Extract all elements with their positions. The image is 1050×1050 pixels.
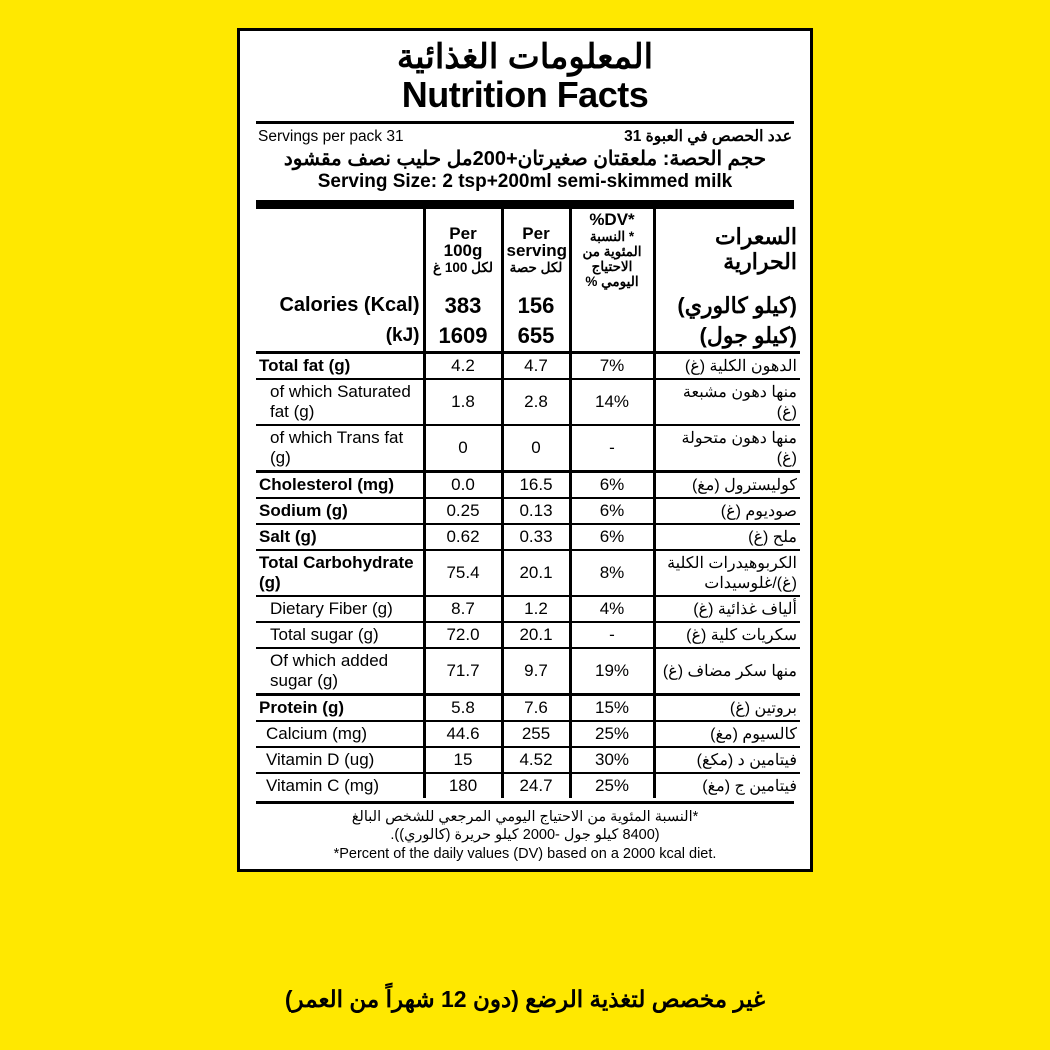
row-dv: 6% [570, 524, 654, 550]
row-dv: 15% [570, 694, 654, 721]
row-per100: 0.62 [424, 524, 502, 550]
row-perserving: 0.13 [502, 498, 570, 524]
servings-per-pack-row [240, 124, 810, 146]
table-row [256, 622, 800, 648]
row-dv: - [570, 425, 654, 472]
row-name-ar: سكريات كلية (غ) [654, 622, 800, 648]
row-per100: 5.8 [424, 694, 502, 721]
row-per100: 8.7 [424, 596, 502, 622]
calories-kj-row [256, 321, 800, 353]
nutrition-table [256, 209, 800, 798]
row-dv: 6% [570, 498, 654, 524]
table-row [256, 352, 800, 379]
table-header-row [256, 209, 800, 291]
row-per100: 44.6 [424, 721, 502, 747]
row-perserving: 0.33 [502, 524, 570, 550]
table-row [256, 694, 800, 721]
table-row [256, 379, 800, 425]
row-dv: - [570, 622, 654, 648]
header-dv-ar: * النسبة المئوية من الاحتياج اليومي % [582, 228, 642, 289]
row-per100: 75.4 [424, 550, 502, 596]
table-row [256, 648, 800, 695]
calories-kj-perserving: 655 [502, 321, 570, 353]
header-daily-value [570, 209, 654, 291]
calories-kj-per100: 1609 [424, 321, 502, 353]
header-blank [256, 209, 424, 291]
header-per-serving [502, 209, 570, 291]
header-per-100g [424, 209, 502, 291]
footnote-block [240, 804, 810, 863]
calories-kcal-perserving: 156 [502, 291, 570, 321]
row-name-en: Of which added sugar (g) [256, 648, 424, 695]
row-dv: 4% [570, 596, 654, 622]
row-name-ar: منها دهون مشبعة (غ) [654, 379, 800, 425]
header-dv-en: %DV* [589, 210, 635, 230]
header-per-100g-en: Per 100g [443, 223, 483, 261]
label-title-arabic: المعلومات الغذائية [396, 38, 654, 76]
row-perserving: 7.6 [502, 694, 570, 721]
row-dv: 19% [570, 648, 654, 695]
row-name-en: of which Trans fat (g) [256, 425, 424, 472]
row-perserving: 1.2 [502, 596, 570, 622]
row-dv: 14% [570, 379, 654, 425]
calories-kcal-row [256, 291, 800, 321]
row-per100: 180 [424, 773, 502, 798]
row-name-en: Sodium (g) [256, 498, 424, 524]
row-dv: 8% [570, 550, 654, 596]
servings-per-pack-english: Servings per pack 31 [258, 128, 404, 146]
header-calories-ar: السعرات الحرارية [714, 224, 797, 274]
row-name-en: Salt (g) [256, 524, 424, 550]
row-name-ar: صوديوم (غ) [654, 498, 800, 524]
row-per100: 0.0 [424, 471, 502, 498]
header-per-serving-ar: لكل حصة [509, 259, 563, 275]
calories-kj-dv [570, 321, 654, 353]
row-perserving: 16.5 [502, 471, 570, 498]
calories-kcal-per100: 383 [424, 291, 502, 321]
row-name-ar: بروتين (غ) [654, 694, 800, 721]
divider-thick-under-serving-size [256, 200, 794, 209]
table-row [256, 425, 800, 472]
table-row [256, 524, 800, 550]
row-dv: 25% [570, 773, 654, 798]
row-dv: 6% [570, 471, 654, 498]
row-name-ar: ألياف غذائية (غ) [654, 596, 800, 622]
row-perserving: 20.1 [502, 550, 570, 596]
row-per100: 1.8 [424, 379, 502, 425]
row-per100: 0 [424, 425, 502, 472]
table-row [256, 773, 800, 798]
table-row [256, 471, 800, 498]
row-perserving: 9.7 [502, 648, 570, 695]
row-name-ar: منها دهون متحولة (غ) [654, 425, 800, 472]
servings-per-pack-arabic: عدد الحصص في العبوة 31 [624, 128, 792, 146]
serving-size-english: Serving Size: 2 tsp+200ml semi-skimmed milk [317, 171, 733, 193]
calories-kj-label: (kJ) [385, 324, 420, 346]
calories-kcal-ar: (كيلو كالوري) [677, 293, 797, 319]
row-name-en: Total sugar (g) [256, 622, 424, 648]
footnote-arabic-line-2: (8400 كيلو جول -2000 كيلو حريرة (كالوري)). [390, 827, 660, 844]
row-name-en: Total Carbohydrate (g) [256, 550, 424, 596]
row-perserving: 0 [502, 425, 570, 472]
row-perserving: 20.1 [502, 622, 570, 648]
serving-size-arabic: حجم الحصة: ملعقتان صغيرتان+200مل حليب نصف مقشود [283, 148, 767, 171]
row-name-en: of which Saturated fat (g) [256, 379, 424, 425]
table-row [256, 550, 800, 596]
infant-warning-note: غير مخصص لتغذية الرضع (دون 12 شهراً من العمر) [284, 986, 766, 1012]
row-name-ar: فيتامين د (مكغ) [654, 747, 800, 773]
row-name-ar: الدهون الكلية (غ) [654, 352, 800, 379]
calories-kcal-label: Calories (Kcal) [279, 294, 420, 317]
footnote-arabic-line-1: *النسبة المئوية من الاحتياج اليومي المرجعي للشخص البالغ [351, 808, 699, 825]
row-name-en: Cholesterol (mg) [256, 471, 424, 498]
row-per100: 0.25 [424, 498, 502, 524]
row-name-ar: كالسيوم (مغ) [654, 721, 800, 747]
header-per-100g-ar: لكل 100 غ [433, 259, 493, 275]
row-name-ar: منها سكر مضاف (غ) [654, 648, 800, 695]
row-name-en: Protein (g) [256, 694, 424, 721]
row-per100: 4.2 [424, 352, 502, 379]
row-name-en: Vitamin D (ug) [256, 747, 424, 773]
row-per100: 71.7 [424, 648, 502, 695]
row-perserving: 4.52 [502, 747, 570, 773]
row-name-ar: ملح (غ) [654, 524, 800, 550]
label-title-english: Nutrition Facts [401, 74, 649, 116]
nutrition-facts-panel [237, 28, 813, 872]
row-name-en: Vitamin C (mg) [256, 773, 424, 798]
row-perserving: 2.8 [502, 379, 570, 425]
calories-kcal-dv [570, 291, 654, 321]
row-perserving: 255 [502, 721, 570, 747]
row-dv: 30% [570, 747, 654, 773]
row-name-en: Total fat (g) [256, 352, 424, 379]
row-per100: 15 [424, 747, 502, 773]
row-name-ar: فيتامين ج (مغ) [654, 773, 800, 798]
table-row [256, 747, 800, 773]
calories-kj-ar: (كيلو جول) [699, 323, 797, 349]
row-perserving: 4.7 [502, 352, 570, 379]
footnote-english: *Percent of the daily values (DV) based on a 2000 kcal diet. [333, 846, 717, 863]
row-dv: 7% [570, 352, 654, 379]
table-row [256, 596, 800, 622]
header-per-serving-en: Per serving [506, 223, 567, 261]
table-row [256, 498, 800, 524]
row-name-en: Calcium (mg) [256, 721, 424, 747]
row-perserving: 24.7 [502, 773, 570, 798]
row-name-ar: كوليسترول (مغ) [654, 471, 800, 498]
row-per100: 72.0 [424, 622, 502, 648]
row-name-en: Dietary Fiber (g) [256, 596, 424, 622]
table-row [256, 721, 800, 747]
row-name-ar: الكربوهيدرات الكلية (غ)/غلوسيدات [654, 550, 800, 596]
row-dv: 25% [570, 721, 654, 747]
